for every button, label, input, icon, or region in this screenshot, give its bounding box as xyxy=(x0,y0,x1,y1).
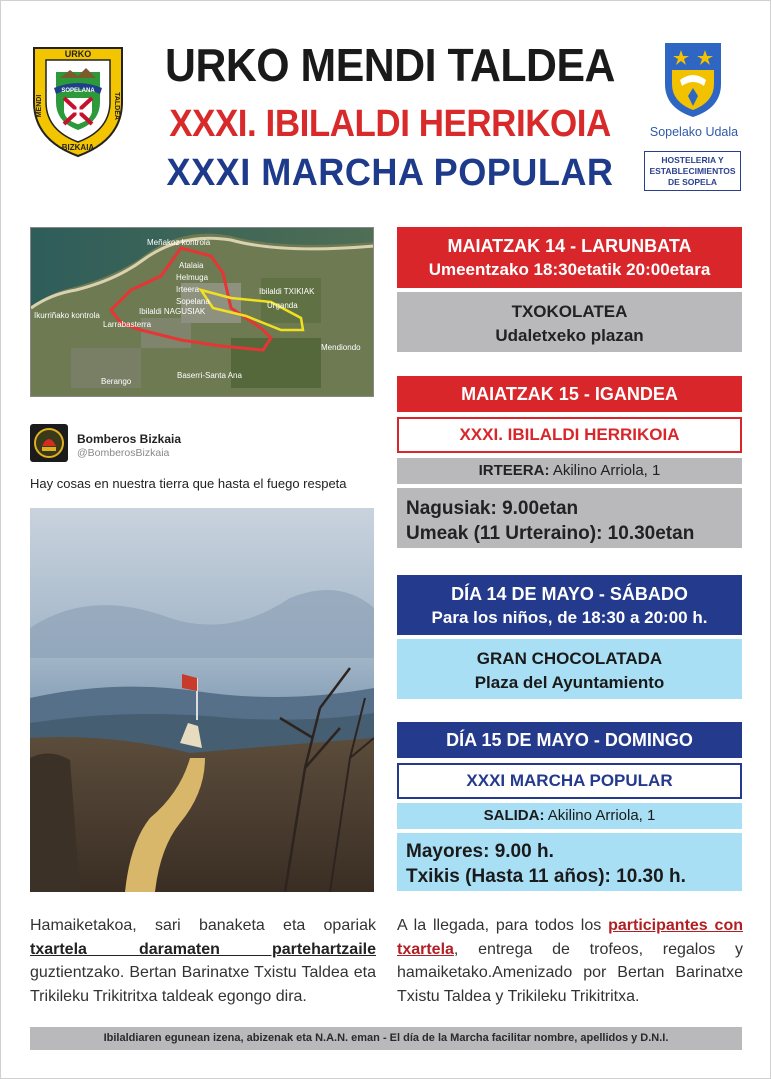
map-label-larrabasterra: Larrabasterra xyxy=(103,320,152,329)
event-title-es: XXXI MARCHA POPULAR xyxy=(166,152,614,194)
map-label-santa-ana: Baserri-Santa Ana xyxy=(177,371,242,380)
logo-right-text: TALDEA xyxy=(113,92,120,120)
eu-chocolate-box xyxy=(397,292,742,352)
eu-day1-title: MAIATZAK 14 - LARUNBATA xyxy=(447,236,692,256)
map-label-nagusiak: Ibilaldi NAGUSIAK xyxy=(139,307,206,316)
eu-start-row xyxy=(397,458,742,484)
eu-start-place: Akilino Arriola, 1 xyxy=(552,462,661,479)
tweet-text: Hay cosas en nuestra tierra que hasta el fuego respeta xyxy=(30,476,347,491)
paragraph-eu-highlight: txartela daramaten partehartzaile xyxy=(30,940,376,958)
map-label-berango: Berango xyxy=(101,377,132,386)
eu-march-title: XXXI. IBILALDI HERRIKOIA xyxy=(397,417,742,453)
map-label-ikurrina: Ikurriñako kontrola xyxy=(34,311,100,320)
hosteleria-line2: ESTABLECIMIENTOS xyxy=(649,166,736,176)
map-label-atalaia: Atalaia xyxy=(179,261,204,270)
map-label-urganda: Urganda xyxy=(267,301,298,310)
logo-left-text: MENDI xyxy=(36,94,43,118)
eu-start-label: IRTEERA: xyxy=(478,462,550,479)
es-time-adults: Mayores: 9.00 h. xyxy=(406,841,554,862)
event-title-eu: XXXI. IBILALDI HERRIKOIA xyxy=(169,103,611,145)
es-day1-header xyxy=(397,575,742,635)
eu-day1-subtitle: Umeentzako 18:30etatik 20:00etara xyxy=(428,260,711,279)
es-start-place: Akilino Arriola, 1 xyxy=(547,807,656,824)
eu-time-adults: Nagusiak: 9.00etan xyxy=(406,498,579,519)
paragraph-es-part1: A la llegada, para todos los xyxy=(397,917,609,934)
logo-bottom-text: BIZKAIA xyxy=(61,143,95,152)
eu-day1-header xyxy=(397,227,742,288)
eu-chocolate-title: TXOKOLATEA xyxy=(511,302,628,321)
paragraph-eu-part1: Hamaiketakoa, sari banaketa eta opariak xyxy=(30,917,376,934)
hosteleria-line1: HOSTELERIA Y xyxy=(661,155,724,165)
map-label-mendiondo: Mendiondo xyxy=(321,343,361,352)
route-map xyxy=(30,227,374,397)
es-chocolate-box xyxy=(397,639,742,699)
club-title: URKO MENDI TALDEA xyxy=(165,39,615,91)
sopela-crest-icon xyxy=(660,40,726,120)
map-label-irteera: Irteera xyxy=(176,285,200,294)
es-chocolate-title: GRAN CHOCOLATADA xyxy=(476,649,663,668)
hosteleria-line3: DE SOPELA xyxy=(667,177,718,187)
hosteleria-badge xyxy=(644,151,741,191)
paragraph-es-part2: , entrega de trofeos, regalos y hamaiketako.Amenizado por Bertan Barinatxe Txistu Taldea y Trikileku Trikitritxa. xyxy=(397,940,743,1005)
es-times-box xyxy=(397,833,742,891)
tweet-author: Bomberos Bizkaia xyxy=(77,432,182,446)
es-chocolate-place: Plaza del Ayuntamiento xyxy=(474,673,665,692)
burnt-hill-photo xyxy=(30,508,374,892)
eu-chocolate-place: Udaletxeko plazan xyxy=(495,326,644,345)
logo-top-text: URKO xyxy=(64,49,92,59)
es-day1-subtitle: Para los niños, de 18:30 a 20:00 h. xyxy=(431,608,708,627)
paragraph-es xyxy=(397,914,743,1008)
es-start-row xyxy=(397,803,742,829)
map-label-helmuga: Helmuga xyxy=(176,273,209,282)
es-march-title: XXXI MARCHA POPULAR xyxy=(397,763,742,799)
urko-club-logo xyxy=(30,42,126,160)
paragraph-eu-part2: guztientzako. Bertan Barinatxe Txistu Taldea eta Trikileku Trikitritxa taldeak egongo dira. xyxy=(30,964,376,1005)
tweet-handle: @BomberosBizkaia xyxy=(77,447,170,459)
es-start-label: SALIDA: xyxy=(483,807,545,824)
eu-time-kids: Umeak (11 Urteraino): 10.30etan xyxy=(406,523,695,544)
bomberos-avatar xyxy=(30,424,68,462)
logo-band-text: SOPELANA xyxy=(61,88,95,94)
map-label-menakoz: Meñakoz kontrola xyxy=(147,238,211,247)
eu-day2-header: MAIATZAK 15 - IGANDEA xyxy=(397,376,742,412)
eu-times-box xyxy=(397,488,742,548)
paragraph-es-highlight: participantes con txartela xyxy=(397,917,744,958)
es-day2-header: DÍA 15 DE MAYO - DOMINGO xyxy=(397,722,742,758)
es-day1-title: DÍA 14 DE MAYO - SÁBADO xyxy=(451,584,688,604)
paragraph-eu xyxy=(30,914,376,1008)
map-label-sopelana: Sopelana xyxy=(176,297,210,306)
es-time-kids: Txikis (Hasta 11 años): 10.30 h. xyxy=(406,866,686,887)
map-label-txikiak: Ibilaldi TXIKIAK xyxy=(259,287,315,296)
town-label: Sopelako Udala xyxy=(649,125,739,139)
registration-footer: Ibilaldiaren egunean izena, abizenak eta N.A.N. eman - El día de la Marcha facilitar nombre, apellidos y D.N.I. xyxy=(30,1027,742,1050)
